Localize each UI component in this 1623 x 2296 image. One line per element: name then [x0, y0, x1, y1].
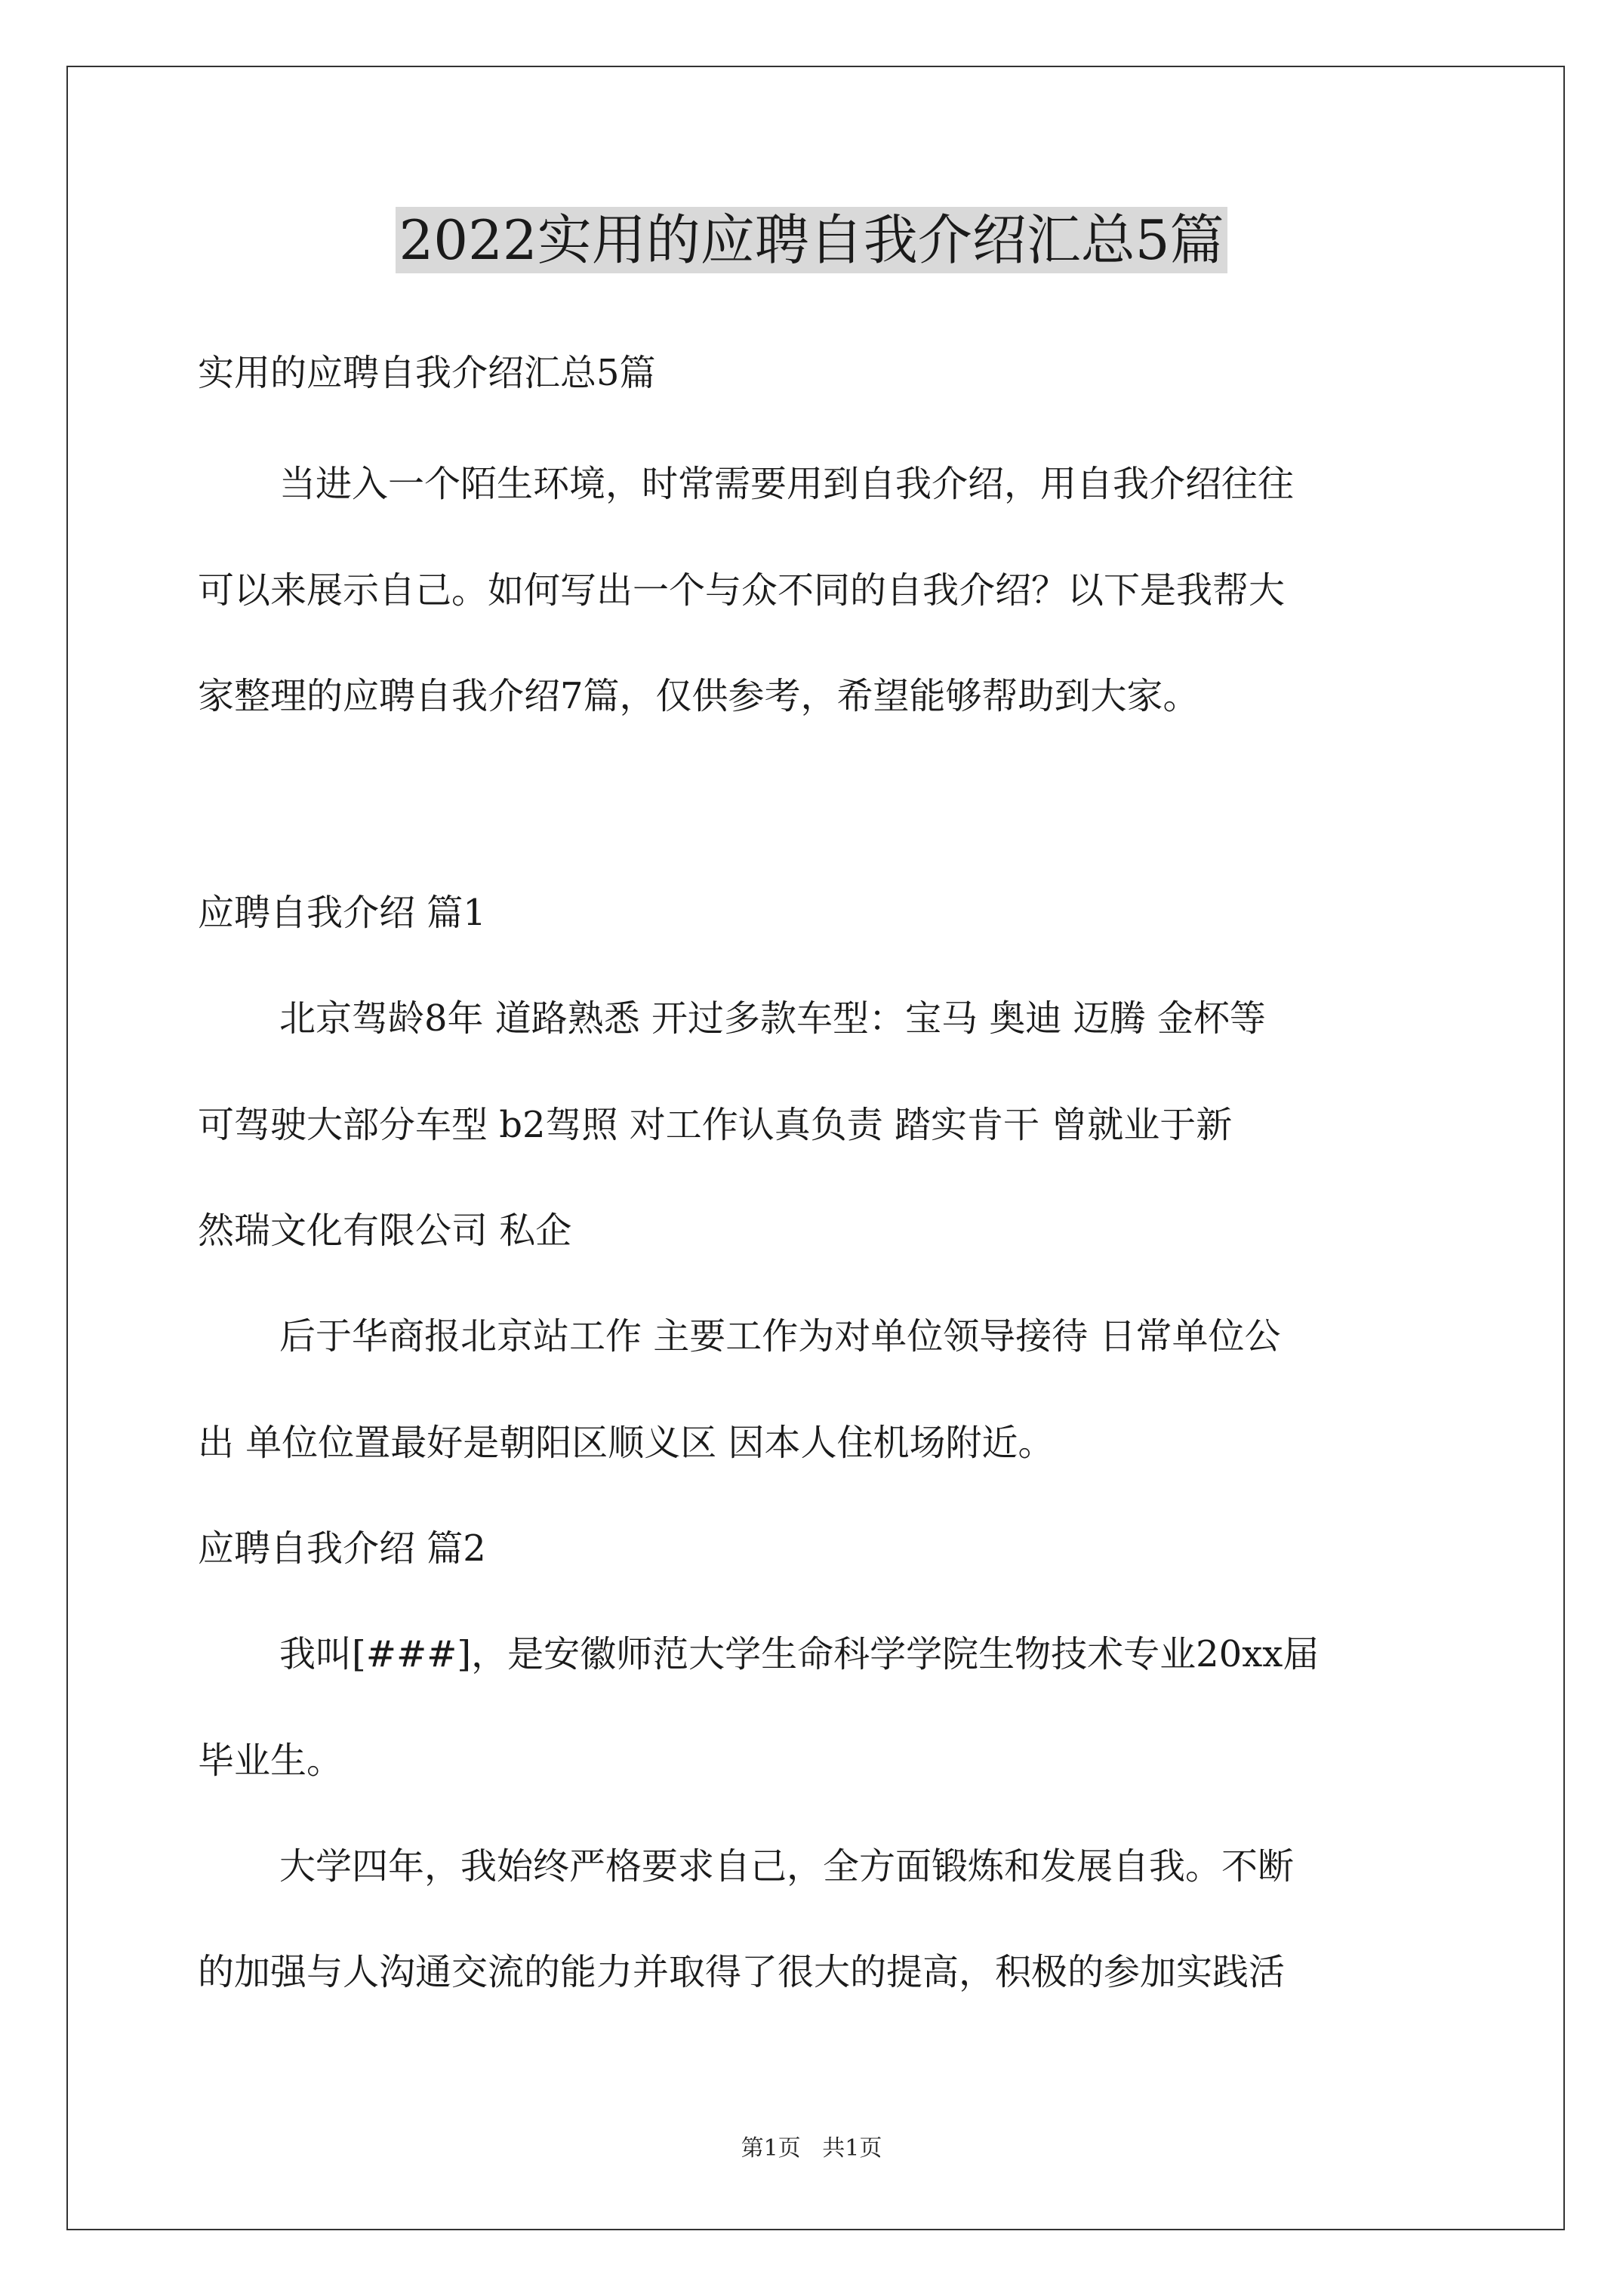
section2-para2-line-1: 大学四年，我始终严格要求自己，全方面锻炼和发展自我。不断 — [279, 1845, 1295, 1888]
page-footer: 第1页 共1页 — [741, 2135, 882, 2162]
section1-para2-line-1: 后于华商报北京站工作 主要工作为对单位领导接待 日常单位公 — [279, 1315, 1281, 1358]
section1-heading: 应聘自我介绍 篇1 — [198, 892, 486, 934]
section1-para2-line-2: 出 单位位置最好是朝阳区顺义区 因本人住机场附近。 — [198, 1422, 1055, 1464]
section2-para2-line-2: 的加强与人沟通交流的能力并取得了很大的提高，积极的参加实践活 — [198, 1951, 1286, 1993]
subtitle: 实用的应聘自我介绍汇总5篇 — [198, 352, 656, 394]
section1-para1-line-2: 可驾驶大部分车型 b2驾照 对工作认真负责 踏实肯干 曾就业于新 — [198, 1104, 1233, 1146]
section2-para1-line-2: 毕业生。 — [198, 1740, 343, 1782]
document-title — [0, 204, 1623, 276]
intro-line-1: 当进入一个陌生环境，时常需要用到自我介绍，用自我介绍往往 — [279, 463, 1295, 505]
intro-line-2: 可以来展示自己。如何写出一个与众不同的自我介绍？以下是我帮大 — [198, 569, 1286, 612]
section1-para1-line-1: 北京驾龄8年 道路熟悉 开过多款车型：宝马 奥迪 迈腾 金杯等 — [279, 997, 1266, 1040]
section1-para1-line-3: 然瑞文化有限公司 私企 — [198, 1210, 572, 1252]
section2-heading: 应聘自我介绍 篇2 — [198, 1527, 486, 1570]
document-title-text: 2022实用的应聘自我介绍汇总5篇 — [396, 207, 1227, 273]
section2-para1-line-1: 我叫[###]，是安徽师范大学生命科学学院生物技术专业20xx届 — [279, 1633, 1320, 1675]
intro-line-3: 家整理的应聘自我介绍7篇，仅供参考，希望能够帮助到大家。 — [198, 675, 1200, 717]
